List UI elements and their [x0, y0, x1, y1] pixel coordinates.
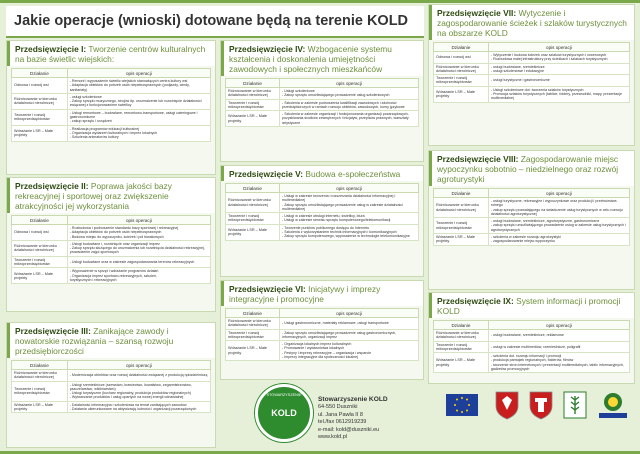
column-header-dzialanie: Działanie	[12, 361, 68, 370]
section-6-heading: Przedsięwzięcie VI: Inicjatywy i imprezy integracyjne i promocyjne	[221, 281, 423, 306]
table-row	[12, 93, 211, 109]
action-cell: Różnicowanie w kierunku działalności nierolniczej	[434, 63, 489, 75]
description-cell: - Usługi rzemieślnicze (szewstwo, krawiectwo, kowalstwo, zegarmistrzostwo, pszczelarstwo, wikliniarstwo) - Usługi turystyczne (kucharz regionalny, produkcja produktów regionalnych) - Wytwarzanie produktów i usług opartych na nowej energii odnawialnej	[67, 381, 210, 401]
kold-logo: STOWARZYSZENIE KOLD	[255, 384, 313, 442]
column-header-opis: opis operacji	[67, 69, 210, 78]
column-header-opis: opis operacji	[280, 79, 419, 88]
table-row	[226, 329, 419, 341]
address-line-2: ul. Jana Pawła II 8	[318, 411, 363, 418]
description-cell: - Usługi w zakresie obsługi internetu, świetlicy, biura - Usługi w zakresie serwisu sprzętu komputerowego/telekomunikacji	[280, 213, 419, 225]
table-row	[12, 225, 211, 241]
description-cell: - Usługi szkoleniowe dot. tworzenia szlaków turystycznych - Promocja szlaków turystycznych (tablice, foldery, przewodniki, mapy, prezentacje multimedialne)	[488, 86, 629, 102]
table-row	[12, 109, 211, 125]
action-cell: Wdrażanie LSR – Małe projekty	[434, 86, 489, 102]
section-3-heading: Przedsięwzięcie III: Zanikające zawody i nowatorskie rozwiązania – szansą rozwoju przedsiębiorczości	[7, 323, 215, 358]
top-stripe	[0, 0, 640, 3]
action-cell: Wdrażanie LSR – Małe projekty	[12, 401, 68, 413]
column-header-dzialanie: Działanie	[226, 309, 280, 318]
action-cell: Tworzenie i rozwój mikroprzedsiębiorstw	[226, 329, 280, 341]
column-header-dzialanie: Działanie	[434, 321, 489, 330]
region-coat-of-arms-icon	[528, 390, 554, 420]
website-link[interactable]: www.kold.pl	[318, 434, 348, 441]
table-header-row	[12, 69, 211, 78]
action-cell: Tworzenie i rozwój mikroprzedsiębiorstw	[12, 109, 68, 125]
eu-flag-icon	[446, 390, 478, 420]
section-1-table	[11, 68, 211, 142]
section-3-table	[11, 360, 211, 413]
description-cell: - Rozbudowa i podnoszenie standardu bazy sportowej i rekreacyjnej - Adaptacja obiektów do potrzeb osób niepełnosprawnych - Budowa miejsc do wypoczynku, ścieżek i pól biwakowych	[67, 225, 210, 241]
description-cell: - usługi w zakresie multimediów, rzemieślnicze, poligrafii	[488, 341, 629, 353]
table-row	[226, 318, 419, 330]
table-row	[434, 86, 630, 102]
description-cell: - Wyposażenie w sprzęt i wdrażanie programów działań - Organizacja imprez sportowo-rekreacyjnych, szkoleń, turystycznych i rekreacyjnych	[67, 268, 210, 284]
description-cell: - usługi budowlane, rzemieślnicze - usługi szkoleniowe i edukacyjne	[488, 63, 629, 75]
org-name: Stowarzyszenie KOLD	[318, 396, 388, 403]
table-row	[434, 353, 630, 373]
section-2-heading: Przedsięwzięcie II: Poprawa jakości bazy rekreacyjnej i sportowej oraz zwiększenie atrakcyjności jej wykorzystania	[7, 178, 215, 213]
table-row	[12, 240, 211, 256]
table-row	[434, 218, 630, 234]
description-cell: - usługi turystyczne i gastronomiczne	[488, 75, 629, 87]
action-cell: Różnicowanie w kierunku działalności nierolniczej	[434, 330, 489, 342]
column-header-dzialanie: Działanie	[12, 69, 68, 78]
column-header-opis: opis operacji	[67, 361, 210, 370]
action-cell: Tworzenie i rozwój mikroprzedsiębiorstw	[226, 213, 280, 225]
description-cell: - Realizacja programów edukacji kulturalnej - Organizacja wydarzeń kulturalnych i imprez lokalnych - Szkolenia animatorów kultury	[67, 125, 210, 141]
description-cell: - Usługi budowlane i, rozwinięcie oraz organizacji imprez - Zakup sprzętu służącego do urozmaicenia lub rozwinięcia działalności rekreacyjnej, prowadzenie zajęć sportowych	[67, 240, 210, 256]
table-row	[434, 330, 630, 342]
table-row	[226, 99, 419, 111]
table-row	[226, 213, 419, 225]
description-cell: - usługi turystyczne, rekreacyjne i wypoczynkowe oraz produkcji i przetwórstwa rolnego - zakup sprzętu pozwalającego na świadczenie usług turystycznych w celu rozwoju działalności agroturystycznej	[488, 198, 629, 218]
table-row	[434, 75, 630, 87]
action-cell: Wdrażanie LSR – Małe projekty	[226, 341, 280, 361]
table-header-row	[434, 321, 630, 330]
table-header-row	[434, 189, 630, 198]
description-cell: - Usługi w zakresie tworzenia i rozszerzania działalności informacyjnej i multimedialnej - Zakup sprzętu umożliwiającego prowadzenie usług w zakresie działalności multimedialnej	[280, 193, 419, 213]
section-9-table	[433, 320, 630, 373]
column-header-opis: opis operacji	[488, 189, 629, 198]
description-cell: - Działalność informacyjna i szkoleniowa na temat zanikających zawodów - Działania ukierunkowane na aktywizację ludności i organizacji pozarządowych	[67, 401, 210, 413]
column-header-dzialanie: Działanie	[226, 184, 280, 193]
wheat-logo-icon	[562, 390, 588, 420]
description-cell: - Modernizacja obiektów oraz rozwój działalności związanej z produkcją rękodzielniczą	[67, 370, 210, 382]
action-cell: Różnicowanie w kierunku działalności nierolniczej	[226, 193, 280, 213]
description-cell: - Szkolenia w zakresie podnoszenia kwalifikacji zawodowych i zdolności przedsiębiorczych w ramach rozwoju obiektów, zawodowych, kursy językowe	[280, 99, 419, 111]
action-cell: Wdrażanie LSR – Małe projekty	[434, 234, 489, 246]
action-cell: Wdrażanie LSR – Małe projekty	[434, 353, 489, 373]
table-row	[226, 224, 419, 240]
description-cell: - Wytyczenie i budowa ścieżek oraz szlaków turystycznych i rowerowych - Rozbudowa małej infrastruktury przy ścieżkach i szlakach turystycznych	[488, 52, 629, 64]
table-row	[226, 193, 419, 213]
description-cell: - szkolenia dot. rozwoju informacji i promocji - produkcja pamiątek regionalnych, folderów, filmów - tworzenie stron internetowych i prezentacji multimedialnych, tablic informacyjnych, gadżetów promocyjnych	[488, 353, 629, 373]
column-header-opis: opis operacji	[67, 216, 210, 225]
table-row	[434, 234, 630, 246]
section-4	[220, 40, 424, 162]
email-link[interactable]: e-mail: kold@duszniki.eu	[318, 426, 380, 433]
description-cell: - Szkolenia w zakresie organizacji i funkcjonowania organizacji pozarządowych, pozyskiwania środków zewnętrznych i inicjatyw, przepisów prawnych, warsztaty artystyczne	[280, 111, 419, 127]
action-cell: Wdrażanie LSR – Małe projekty	[12, 125, 68, 141]
section-6	[220, 280, 424, 380]
column-header-opis: opis operacji	[280, 309, 419, 318]
action-cell: Różnicowanie w kierunku działalności nierolniczej	[434, 198, 489, 218]
table-row	[12, 268, 211, 284]
section-8	[428, 150, 635, 290]
action-cell: Tworzenie i rozwój mikroprzedsiębiorstw	[434, 75, 489, 87]
description-cell: - usługi szkoleniowe - Zakup sprzętu muzycznego, strojów itp. urozmaicenie lub rozwinięcie działalności związanej z funkcjonowaniem świetlicy	[67, 93, 210, 109]
action-cell: Odnowa i rozwój wsi	[12, 225, 68, 241]
description-cell: - usługi budowlane, rzemieślnicze, agroturystyczne, gastronomiczne - zakup sprzętu umożliwiającego prowadzenie usług w zakresie usług turystycznych i agroturystycznych	[488, 218, 629, 234]
column-header-dzialanie: Działanie	[434, 43, 489, 52]
leader-logo-icon	[596, 390, 630, 420]
description-cell: - Zakup sprzętu umożliwiającego prowadzenie usług gastronomicznych, informacyjnych, organizacji imprez	[280, 329, 419, 341]
description-cell: - Usługi szkoleniowe - Zakup sprzętu umożliwiającego prowadzenie usług szkoleniowych	[280, 88, 419, 100]
section-8-table	[433, 188, 630, 246]
description-cell: - Usługi remontowe – budowlane, remontowo-transportowe, usługi cateringowe i gastronomiczne - zakup sprzętu i urządzeń	[67, 109, 210, 125]
section-1	[6, 40, 216, 175]
section-1-heading: Przedsięwzięcie I: Tworzenie centrów kulturalnych na bazie świetlic wiejskich:	[7, 41, 215, 66]
description-cell: - Usługi budowlane oraz w zakresie zagospodarowania terenów rekreacyjnych	[67, 256, 210, 268]
section-4-table	[225, 78, 419, 127]
phone: tel./fax 0612919239	[318, 419, 367, 426]
action-cell: Wdrażanie LSR – Małe projekty	[12, 268, 68, 284]
table-row	[12, 401, 211, 413]
table-header-row	[226, 79, 419, 88]
description-cell: - usługi budowlane, rzemieślnicze, reklamowe	[488, 330, 629, 342]
section-5-table	[225, 183, 419, 241]
table-header-row	[226, 184, 419, 193]
table-row	[434, 63, 630, 75]
section-5	[220, 165, 424, 277]
section-3	[6, 322, 216, 448]
contact-block	[318, 396, 388, 441]
column-header-opis: opis operacji	[488, 43, 629, 52]
section-9-heading: Przedsięwzięcie IX: System informacji i promocji KOLD	[429, 293, 634, 318]
description-cell: - Organizacja lokalnych imprez kulturalnych - Promowanie i wydawnictwa lokalnych - Festyny i imprezy rekreacyjne – organizacja i wsparcie - Imprezy integracyjne dla społeczności lokalnej	[280, 341, 419, 361]
action-cell: Różnicowanie w kierunku działalności nierolniczej	[12, 93, 68, 109]
column-header-dzialanie: Działanie	[12, 216, 68, 225]
table-header-row	[226, 309, 419, 318]
action-cell: Różnicowanie w kierunku działalności nierolniczej	[226, 88, 280, 100]
section-7-heading: Przedsięwzięcie VII: Wytyczenie i zagospodarowanie ścieżek i szlaków turystycznych na obszarze KOLD	[429, 5, 634, 40]
page-header	[6, 6, 424, 38]
table-row	[434, 52, 630, 64]
action-cell: Odnowa i rozwój wsi	[434, 52, 489, 64]
table-header-row	[12, 216, 211, 225]
description-cell: - Remont i wyposażenie świetlic wiejskich stanowiących centra kultury wsi - Adaptacja obiektów do potrzeb osób niepełnosprawnych (podjazdy, windy, sanitariaty)	[67, 78, 210, 94]
description-cell: - Usługi gastronomiczne, materiały reklamowe, usługi transportowe	[280, 318, 419, 330]
table-row	[12, 381, 211, 401]
section-7-table	[433, 42, 630, 103]
description-cell: - Tworzenie punktów publicznego dostępu do Internetu - Szkolenia z wykorzystaniem technik informacyjnych i komunikacyjnych - Zakup sprzętu komputerowego, wyposażenie w technologie telekomunikacyjne	[280, 224, 419, 240]
section-2-table	[11, 215, 211, 284]
action-cell: Tworzenie i rozwój mikroprzedsiębiorstw	[12, 381, 68, 401]
action-cell: Różnicowanie w kierunku działalności nierolniczej	[12, 370, 68, 382]
address-line-1: 64-550 Duszniki	[318, 404, 358, 411]
action-cell: Tworzenie i rozwój mikroprzedsiębiorstw	[434, 218, 489, 234]
table-row	[226, 111, 419, 127]
description-cell: - szkolenia w zakresie rozwoju agroturystyki - zagospodarowanie miejsc wypoczynku	[488, 234, 629, 246]
action-cell: Wdrażanie LSR – Małe projekty	[226, 111, 280, 127]
section-9	[428, 292, 635, 384]
table-row	[434, 198, 630, 218]
section-2	[6, 177, 216, 312]
column-header-opis: opis operacji	[280, 184, 419, 193]
table-row	[12, 256, 211, 268]
section-7	[428, 4, 635, 146]
action-cell: Wdrażanie LSR – Małe projekty	[226, 224, 280, 240]
action-cell: Różnicowanie w kierunku działalności nierolniczej	[226, 318, 280, 330]
table-row	[12, 370, 211, 382]
action-cell: Tworzenie i rozwój mikroprzedsiębiorstw	[226, 99, 280, 111]
table-row	[12, 78, 211, 94]
table-row	[434, 341, 630, 353]
table-header-row	[12, 361, 211, 370]
page-title: Jakie operacje (wnioski) dotowane będą na terenie KOLD	[14, 13, 409, 29]
column-header-dzialanie: Działanie	[226, 79, 280, 88]
section-4-heading: Przedsięwzięcie IV: Wzbogacenie systemu kształcenia i doskonalenia umiejętności zawodowych i społecznych mieszkańców	[221, 41, 423, 76]
action-cell: Tworzenie i rozwój mikroprzedsiębiorstw	[434, 341, 489, 353]
coat-of-arms-icon	[494, 390, 520, 420]
section-6-table	[225, 308, 419, 361]
section-8-heading: Przedsięwzięcie VIII: Zagospodarowanie miejsc wypoczynku sobotnio – niedzielnego oraz rozwój agroturystyki	[429, 151, 634, 186]
table-row	[12, 125, 211, 141]
action-cell: Tworzenie i rozwój mikroprzedsiębiorstw	[12, 256, 68, 268]
section-5-heading: Przedsięwzięcie V: Budowa e-społeczeństwa	[221, 166, 423, 181]
action-cell: Odnowa i rozwój wsi	[12, 78, 68, 94]
column-header-opis: opis operacji	[488, 321, 629, 330]
column-header-dzialanie: Działanie	[434, 189, 489, 198]
table-row	[226, 88, 419, 100]
table-header-row	[434, 43, 630, 52]
table-row	[226, 341, 419, 361]
action-cell: Różnicowanie w kierunku działalności nierolniczej	[12, 240, 68, 256]
